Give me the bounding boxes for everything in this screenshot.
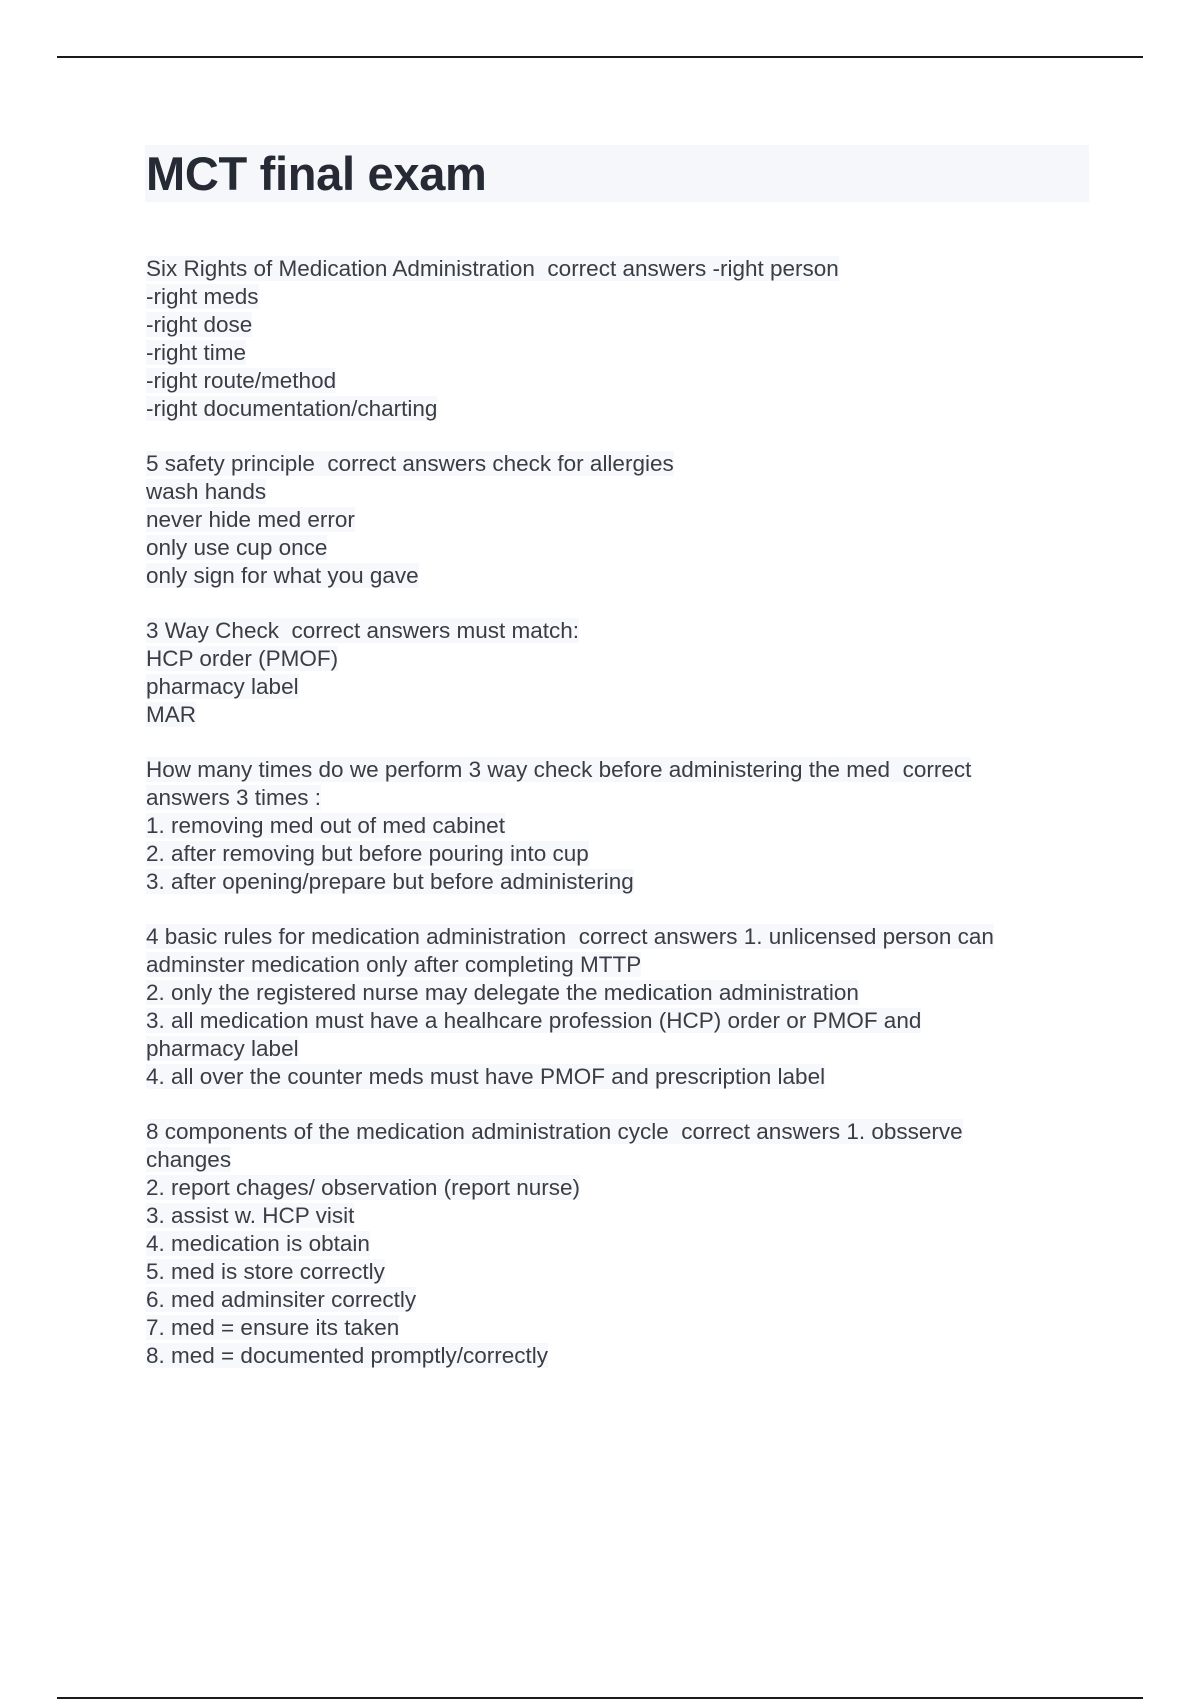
text-run: 2. after removing but before pouring into cup xyxy=(146,841,589,866)
text-run: -right meds xyxy=(146,284,259,309)
text-run: -right time xyxy=(146,340,247,365)
text-run: 3. all medication must have a healhcare profession (HCP) order or PMOF and xyxy=(146,1008,922,1033)
qa-answer-line xyxy=(146,367,1076,395)
qa-answer-line xyxy=(146,645,1076,673)
qa-question-line xyxy=(146,617,1076,645)
qa-entry xyxy=(146,255,1076,423)
qa-answer-line xyxy=(146,562,1076,590)
text-run: -right route/method xyxy=(146,368,337,393)
qa-question-line xyxy=(146,756,1076,784)
text-run: 1. removing med out of med cabinet xyxy=(146,813,505,838)
text-run: 6. med adminsiter correctly xyxy=(146,1287,417,1312)
qa-answer-line xyxy=(146,1342,1076,1370)
text-run: 3. after opening/prepare but before administering xyxy=(146,869,634,894)
qa-answer-line xyxy=(146,951,1076,979)
text-run: 2. only the registered nurse may delegate the medication administration xyxy=(146,980,859,1005)
page-title: MCT final exam xyxy=(146,147,487,200)
qa-answer-line xyxy=(146,534,1076,562)
qa-answer-line xyxy=(146,673,1076,701)
qa-answer-line xyxy=(146,395,1076,423)
text-run: never hide med error xyxy=(146,507,355,532)
text-run: 5 safety principle correct answers check for allergies xyxy=(146,451,674,476)
text-run: 8 components of the medication administration cycle correct answers 1. obsserve xyxy=(146,1119,963,1144)
qa-answer-line xyxy=(146,1230,1076,1258)
text-run: 4. all over the counter meds must have PMOF and prescription label xyxy=(146,1064,826,1089)
qa-answer-line xyxy=(146,784,1076,812)
text-run: 5. med is store correctly xyxy=(146,1259,385,1284)
qa-entry xyxy=(146,617,1076,729)
top-rule xyxy=(57,56,1143,58)
text-run: 3 Way Check correct answers must match: xyxy=(146,618,580,643)
qa-answer-line xyxy=(146,1174,1076,1202)
qa-answer-line xyxy=(146,979,1076,1007)
text-run: changes xyxy=(146,1147,232,1172)
text-run: pharmacy label xyxy=(146,1036,299,1061)
qa-question-line xyxy=(146,923,1076,951)
qa-entry xyxy=(146,450,1076,590)
text-run: HCP order (PMOF) xyxy=(146,646,339,671)
text-run: 2. report chages/ observation (report nurse) xyxy=(146,1175,580,1200)
text-run: 7. med = ensure its taken xyxy=(146,1315,400,1340)
text-run: -right dose xyxy=(146,312,253,337)
qa-answer-line xyxy=(146,1146,1076,1174)
qa-question-line xyxy=(146,1118,1076,1146)
text-run: 3. assist w. HCP visit xyxy=(146,1203,355,1228)
qa-answer-line xyxy=(146,1202,1076,1230)
text-run: wash hands xyxy=(146,479,267,504)
text-run: 8. med = documented promptly/correctly xyxy=(146,1343,549,1368)
qa-answer-line xyxy=(146,1007,1076,1035)
text-run: only use cup once xyxy=(146,535,328,560)
text-run: -right documentation/charting xyxy=(146,396,438,421)
qa-answer-line xyxy=(146,868,1076,896)
text-run: answers 3 times : xyxy=(146,785,322,810)
qa-entry xyxy=(146,756,1076,896)
text-run: How many times do we perform 3 way check before administering the med correct xyxy=(146,757,972,782)
qa-answer-line xyxy=(146,812,1076,840)
qa-answer-line xyxy=(146,478,1076,506)
qa-question-line xyxy=(146,255,1076,283)
text-run: 4 basic rules for medication administration correct answers 1. unlicensed person can xyxy=(146,924,994,949)
text-run: only sign for what you gave xyxy=(146,563,419,588)
qa-answer-line xyxy=(146,1286,1076,1314)
text-run: Six Rights of Medication Administration correct answers -right person xyxy=(146,256,839,281)
qa-answer-line xyxy=(146,701,1076,729)
qa-answer-line xyxy=(146,506,1076,534)
text-run: adminster medication only after completing MTTP xyxy=(146,952,642,977)
bottom-rule xyxy=(57,1697,1143,1699)
qa-entry xyxy=(146,923,1076,1091)
qa-answer-line xyxy=(146,1258,1076,1286)
qa-answer-line xyxy=(146,339,1076,367)
document-body xyxy=(146,255,1076,1397)
qa-answer-line xyxy=(146,1314,1076,1342)
text-run: 4. medication is obtain xyxy=(146,1231,370,1256)
qa-entry xyxy=(146,1118,1076,1370)
qa-answer-line xyxy=(146,840,1076,868)
qa-answer-line xyxy=(146,1063,1076,1091)
qa-answer-line xyxy=(146,283,1076,311)
text-run: MAR xyxy=(146,702,196,727)
qa-answer-line xyxy=(146,1035,1076,1063)
qa-answer-line xyxy=(146,311,1076,339)
qa-question-line xyxy=(146,450,1076,478)
text-run: pharmacy label xyxy=(146,674,299,699)
